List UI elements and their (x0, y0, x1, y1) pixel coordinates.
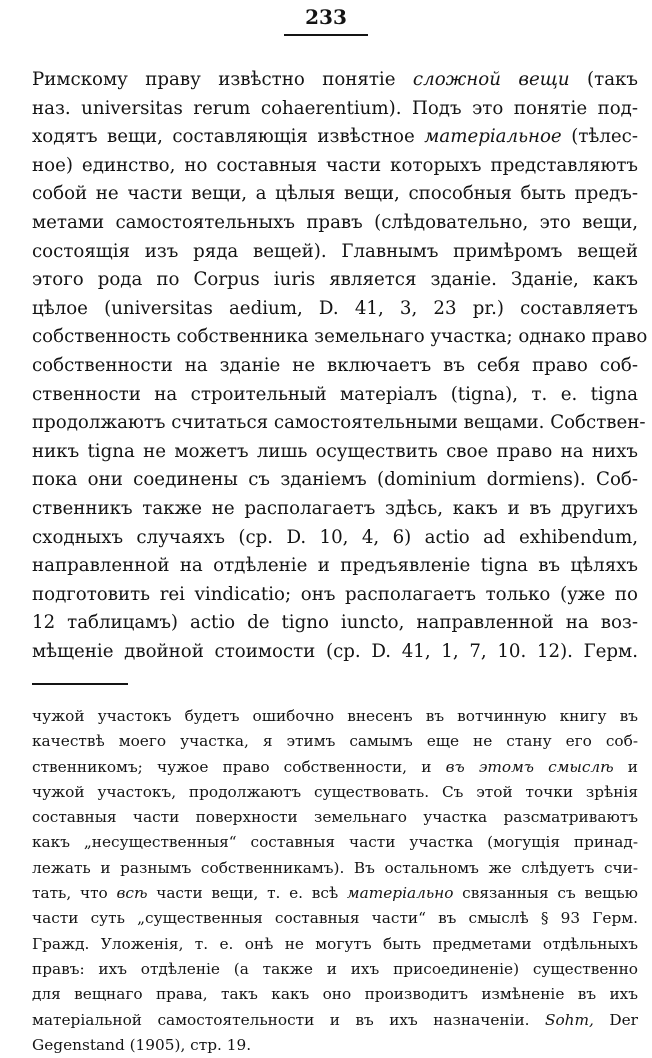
main-text-line (32, 438, 638, 467)
main-text-line (32, 295, 638, 324)
footnote-line (32, 856, 638, 881)
main-text-line (32, 95, 638, 124)
main-text-line (32, 66, 638, 95)
footnote-line (32, 881, 638, 906)
text-segment: качествѣ моего участка, я этимъ самымъ еще не стану его соб- (32, 732, 638, 751)
italic-text: сложной вещи (412, 69, 570, 90)
footnote-line (32, 780, 638, 805)
text-segment: матеріальной самостоятельности и въ ихъ назначеніи. (32, 1010, 545, 1029)
text-segment: никъ tigna не можетъ лишь осуществить свое право на нихъ (32, 440, 638, 462)
text-segment: составныя части поверхности земельнаго участка разсматриваютъ (32, 808, 638, 827)
page-number: 233 (305, 5, 347, 29)
main-text-line (32, 209, 638, 238)
text-segment: ственности на строительный матеріалъ (tigna), т. е. tigna (32, 383, 638, 405)
italic-text: всѣ (116, 884, 148, 903)
text-segment: связанныя съ вещью (453, 884, 638, 903)
text-segment: собственности на зданіе не включаетъ въ себя право соб- (32, 354, 638, 376)
text-segment: ственникъ также не располагаетъ здѣсь, какъ и въ другихъ (32, 497, 638, 519)
text-segment: ное) единство, но составныя части которыхъ представляютъ (32, 154, 638, 176)
text-segment: ственникомъ; чужое право собственности, и (32, 757, 446, 776)
text-segment: этого рода по Corpus iuris является зданіе. Зданіе, какъ (32, 269, 638, 291)
text-segment: лежать и разнымъ собственникамъ). Въ остальномъ же слѣдуетъ счи- (32, 858, 638, 877)
text-segment: и (613, 757, 639, 776)
main-text-line (32, 609, 638, 638)
text-segment: пока они соединены съ зданіемъ (dominium dormiens). Соб- (32, 469, 638, 491)
main-text (32, 66, 648, 666)
italic-text: матеріально (346, 884, 454, 903)
main-text-line (32, 238, 638, 267)
main-text-line (32, 409, 646, 438)
footnote-line (32, 755, 638, 780)
text-segment: какъ „несущественныя“ составныя части участка (могущія принад- (32, 833, 638, 852)
main-text-line (32, 552, 638, 581)
main-text-line (32, 123, 638, 152)
text-segment: части суть „существенныя составныя части“ въ смыслѣ § 93 Герм. (32, 909, 638, 928)
text-segment: наз. universitas rerum cohaerentium). Подъ это понятіе под- (32, 97, 638, 119)
text-segment: Gegenstand (1905), стр. 19. (32, 1035, 252, 1054)
text-segment: тать, что (32, 884, 117, 903)
text-segment: цѣлое (universitas aedium, D. 41, 3, 23 pr.) составляетъ (32, 297, 638, 319)
main-text-line (32, 180, 638, 209)
text-segment: собой не части вещи, а цѣлыя вещи, способныя быть предъ- (32, 183, 638, 205)
text-segment: правъ: ихъ отдѣленіе (а также и ихъ присоединеніе) существенно (32, 959, 638, 978)
footnote-line (32, 957, 638, 982)
footnote (32, 704, 638, 1058)
text-segment: собственность собственника земельнаго участка; однако право (32, 326, 648, 348)
text-segment: подготовить rei vindicatio; онъ располагаетъ только (уже по (32, 583, 638, 605)
text-segment: Der (593, 1010, 638, 1029)
italic-text: Sohm, (544, 1010, 594, 1029)
text-segment: сходныхъ случаяхъ (ср. D. 10, 4, 6) actio ad exhibendum, (32, 526, 638, 548)
header-rule (284, 34, 368, 36)
main-text-line (32, 524, 638, 553)
footnote-line (32, 704, 638, 729)
italic-text: матеріальное (424, 126, 562, 148)
text-segment: 12 таблицамъ) actio de tigno iuncto, направленной на воз- (32, 612, 638, 634)
text-segment: чужой участокъ будетъ ошибочно внесенъ въ вотчинную книгу въ (32, 707, 638, 725)
text-segment: для вещнаго права, такъ какъ оно производитъ измѣненіе въ ихъ (32, 985, 638, 1004)
main-text-line (32, 381, 638, 410)
footnote-line (32, 1008, 638, 1033)
text-segment: Римскому праву извѣстно понятіе (32, 69, 413, 90)
footnote-line (32, 1033, 638, 1058)
italic-text: въ этомъ смыслѣ (445, 757, 614, 776)
text-segment: Гражд. Уложенія, т. е. онѣ не могутъ быть предметами отдѣльныхъ (32, 934, 638, 953)
main-text-line (32, 638, 638, 667)
footnote-separator (32, 683, 128, 685)
main-text-line (32, 152, 638, 181)
main-text-line (32, 323, 648, 352)
text-segment: (тѣлес- (561, 126, 638, 148)
main-text-line (32, 466, 638, 495)
main-text-line (32, 352, 638, 381)
text-segment: (такъ (569, 69, 638, 90)
footnote-line (32, 982, 638, 1007)
main-text-line (32, 495, 638, 524)
footnote-line (32, 805, 638, 830)
main-text-line (32, 266, 638, 295)
text-segment: части вещи, т. е. всѣ (147, 884, 347, 903)
text-segment: метами самостоятельныхъ правъ (слѣдовательно, это вещи, (32, 211, 638, 233)
text-segment: состоящія изъ ряда вещей). Главнымъ примѣромъ вещей (32, 240, 638, 262)
text-segment: направленной на отдѣленіе и предъявленіе tigna въ цѣляхъ (32, 555, 638, 577)
text-segment: ходятъ вещи, составляющія извѣстное (32, 126, 425, 148)
footnote-line (32, 729, 638, 754)
main-text-line (32, 581, 638, 610)
footnote-line (32, 830, 638, 855)
footnote-line (32, 906, 638, 931)
text-segment: продолжаютъ считаться самостоятельными вещами. Собствен- (32, 412, 646, 434)
text-segment: чужой участокъ, продолжаютъ существовать. Съ этой точки зрѣнія (32, 782, 638, 801)
text-segment: мѣщеніе двойной стоимости (ср. D. 41, 1, 7, 10. 12). Герм. (32, 640, 638, 662)
footnote-line (32, 932, 638, 957)
